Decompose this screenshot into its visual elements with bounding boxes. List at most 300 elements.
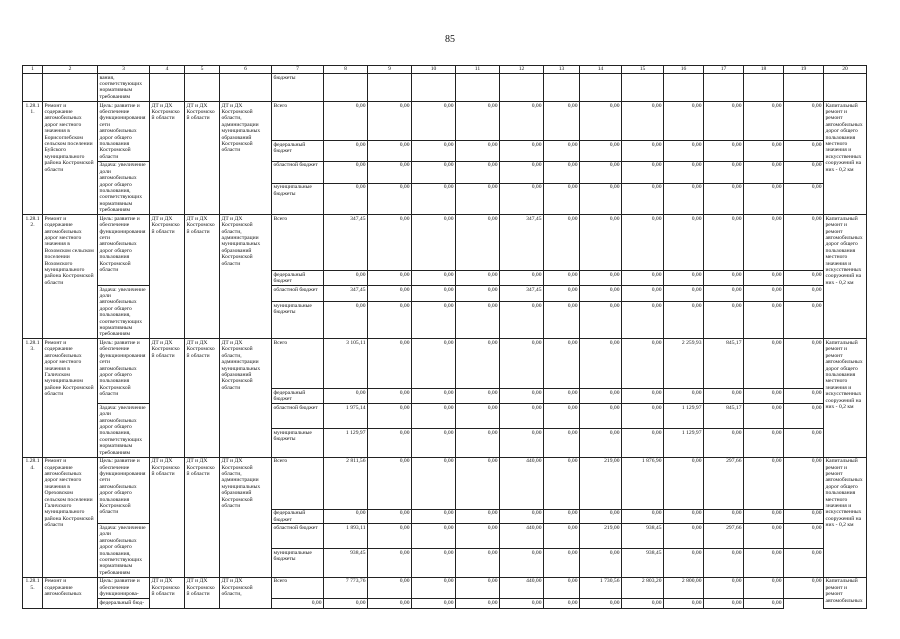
amount-cell: 0,00 (744, 389, 784, 404)
amount-cell: 0,00 (500, 339, 544, 389)
measure-number: 1.28.15. (23, 577, 43, 608)
amount-cell: 297,66 (704, 457, 744, 509)
measure-name: Ремонт и содержание автомобильных (43, 577, 98, 608)
goal-continuation: вания, соответствующих нормативным требованиям (98, 74, 150, 102)
amount-cell: 347,45 (500, 215, 544, 271)
expected-result: Капитальный ремонт и ремонт автомобильных дорог общего пользования местного значения и искусственных сооружений на них - 0,2 км (824, 339, 867, 457)
amount-cell: 0,00 (544, 141, 580, 162)
column-number: 20 (824, 66, 867, 74)
amount-cell: 0,00 (664, 161, 704, 183)
amount-cell: 0,00 (622, 339, 664, 389)
amount-cell: 0,00 (580, 302, 622, 339)
column-number: 10 (412, 66, 456, 74)
amount-cell: 0,00 (456, 183, 500, 214)
amount-cell: 0,00 (368, 286, 412, 302)
amount-cell: 0,00 (664, 389, 704, 404)
amount-cell: 0,00 (784, 286, 824, 302)
column-number: 18 (744, 66, 784, 74)
amount-cell: 0,00 (368, 509, 412, 524)
amount-cell: 2 259,93 (664, 339, 704, 389)
amount-cell: 0,00 (456, 271, 500, 286)
amount-cell: 2 800,00 (664, 577, 704, 598)
amount-cell: 0,00 (368, 339, 412, 389)
amount-cell: 347,45 (324, 286, 368, 302)
amount-cell: 0,00 (744, 339, 784, 389)
column-number: 15 (622, 66, 664, 74)
source-continuation: бюджеты (272, 74, 324, 102)
measure-number: 1.28.14. (23, 457, 43, 577)
amount-cell: 0,00 (544, 549, 580, 577)
amount-cell: 0,00 (664, 457, 704, 509)
amount-cell: 0,00 (580, 161, 622, 183)
amount-cell: 440,00 (500, 577, 544, 598)
amount-cell: 0,00 (368, 524, 412, 549)
table-row (23, 286, 867, 302)
measure-number: 1.28.13. (23, 339, 43, 457)
amount-cell: 0,00 (580, 549, 622, 577)
amount-cell: 0,00 (544, 271, 580, 286)
amount-cell: 0,00 (368, 404, 412, 429)
amount-cell: 0,00 (744, 577, 784, 598)
amount-cell: 0,00 (544, 102, 580, 141)
amount-cell: 0,00 (368, 183, 412, 214)
amount-cell: 0,00 (544, 215, 580, 271)
amount-cell: 0,00 (412, 161, 456, 183)
amount-cell: 0,00 (412, 524, 456, 549)
column-number: 6 (220, 66, 272, 74)
amount-cell: 0,00 (784, 577, 824, 598)
amount-cell: 3 105,11 (324, 339, 368, 389)
amount-cell: 1 129,97 (664, 404, 704, 429)
amount-cell: 0,00 (368, 457, 412, 509)
amount-cell: 0,00 (622, 141, 664, 162)
amount-cell: 0,00 (412, 215, 456, 271)
amount-cell: 2 803,20 (622, 577, 664, 598)
amount-cell: 347,45 (500, 286, 544, 302)
executor: ДТ и ДХ Костромской области (150, 102, 185, 215)
amount-cell: 0,00 (368, 429, 412, 457)
amount-cell: 938,45 (324, 549, 368, 577)
amount-cell: 0,00 (368, 302, 412, 339)
amount-cell: 0,00 (704, 577, 744, 598)
column-number: 12 (500, 66, 544, 74)
column-number: 9 (368, 66, 412, 74)
coexecutor: ДТ и ДХ Костромской области (185, 215, 220, 339)
amount-cell: 0,00 (456, 429, 500, 457)
amount-cell: 0,00 (622, 271, 664, 286)
amount-cell: 0,00 (622, 599, 664, 609)
column-number: 13 (544, 66, 580, 74)
amount-cell: 0,00 (744, 404, 784, 429)
amount-cell: 0,00 (784, 183, 824, 214)
amount-cell: 0,00 (704, 549, 744, 577)
amount-cell: 2 811,56 (324, 457, 368, 509)
executor: ДТ и ДХ Костромской области (150, 339, 185, 457)
amount-cell: 0,00 (412, 339, 456, 389)
task-text: Задача: увеличение доли автомобильных дорог общего пользования, соответствующих нормативным требованиям (98, 524, 150, 577)
amount-cell: 0,00 (744, 302, 784, 339)
amount-cell: 0,00 (784, 141, 824, 162)
amount-cell: 0,00 (412, 599, 456, 609)
amount-cell: 0,00 (784, 404, 824, 429)
amount-cell: 0,00 (456, 302, 500, 339)
goal-text: Цель: развитие и обеспечение функционирования сети автомобильных дорог общего пользования Костромской области (98, 457, 150, 524)
amount-cell: 938,45 (622, 524, 664, 549)
funding-source: федеральный бюджет (272, 509, 324, 524)
measure-number: 1.28.12. (23, 215, 43, 339)
coexecutor: ДТ и ДХ Костромской области (185, 102, 220, 215)
amount-cell: 0,00 (456, 549, 500, 577)
continuation-row (23, 74, 867, 102)
amount-cell: 0,00 (544, 183, 580, 214)
amount-cell: 219,00 (580, 457, 622, 509)
amount-cell: 0,00 (580, 286, 622, 302)
column-number: 17 (704, 66, 744, 74)
amount-cell: 0,00 (456, 161, 500, 183)
amount-cell: 0,00 (544, 524, 580, 549)
amount-cell: 0,00 (622, 389, 664, 404)
amount-cell: 0,00 (704, 302, 744, 339)
amount-cell: 0,00 (456, 599, 500, 609)
amount-cell: 1 129,97 (324, 429, 368, 457)
amount-cell: 0,00 (544, 339, 580, 389)
amount-cell: 0,00 (704, 429, 744, 457)
amount-cell: 0,00 (368, 102, 412, 141)
amount-cell: 0,00 (664, 271, 704, 286)
amount-cell: 0,00 (368, 161, 412, 183)
goal-text: Цель: развитие и обеспечение функционирования сети автомобильных дорог общего пользования Костромской области (98, 215, 150, 286)
amount-cell: 0,00 (324, 599, 368, 609)
amount-cell: 0,00 (622, 286, 664, 302)
measure-name: Ремонт и содержание автомобильных дорог местного значения в Ореховском сельском поселении Галичского муниципального района Костромской области (43, 457, 98, 577)
task-text: Задача: увеличение доли автомобильных дорог общего пользования, соответствующих нормативным требованиям (98, 286, 150, 339)
amount-cell: 0,00 (622, 302, 664, 339)
amount-cell: 0,00 (784, 102, 824, 141)
amount-cell: 0,00 (704, 183, 744, 214)
amount-cell: 0,00 (744, 549, 784, 577)
amount-cell: 0,00 (784, 339, 824, 389)
amount-cell: 0,00 (580, 183, 622, 214)
amount-cell: 0,00 (744, 524, 784, 549)
amount-cell: 0,00 (412, 404, 456, 429)
amount-cell: 0,00 (784, 524, 824, 549)
amount-cell: 0,00 (744, 141, 784, 162)
amount-cell: 0,00 (456, 215, 500, 271)
participants: ДТ и ДХ Костромской области, администрации муниципальных образований Костромской области (220, 102, 272, 215)
amount-cell: 0,00 (580, 102, 622, 141)
column-number: 7 (272, 66, 324, 74)
funding-source: федеральный бюджет (272, 271, 324, 286)
column-number: 16 (664, 66, 704, 74)
amount-cell: 0,00 (412, 271, 456, 286)
funding-source: муниципальные бюджеты (272, 549, 324, 577)
funding-source: муниципальные бюджеты (272, 429, 324, 457)
amount-cell: 0,00 (456, 141, 500, 162)
amount-cell: 0,00 (544, 509, 580, 524)
amount-cell: 0,00 (456, 457, 500, 509)
amount-cell: 0,00 (704, 141, 744, 162)
amount-cell: 0,00 (544, 457, 580, 509)
amount-cell: 440,00 (500, 457, 544, 509)
amount-cell: 0,00 (664, 215, 704, 271)
amount-cell: 0,00 (324, 102, 368, 141)
goal-text: Цель: развитие и обеспечение функционирова- (98, 577, 150, 598)
amount-cell: 0,00 (544, 404, 580, 429)
amount-cell: 0,00 (784, 302, 824, 339)
table-row (23, 599, 867, 609)
funding-source: областной бюджет (272, 404, 324, 429)
expected-result: Капитальный ремонт и ремонт автомобильных дорог общего пользования местного значения и искусственных сооружений на них - 0,2 км (824, 457, 867, 577)
expected-result: Капитальный ремонт и ремонт автомобильных дорог общего пользования местного значения и искусственных сооружений на них - 0,2 км (824, 215, 867, 339)
amount-cell: 7 773,76 (324, 577, 368, 598)
amount-cell: 0,00 (368, 577, 412, 598)
amount-cell: 0,00 (456, 404, 500, 429)
amount-cell: 0,00 (544, 161, 580, 183)
table-row (23, 102, 867, 141)
amount-cell: 0,00 (744, 286, 784, 302)
amount-cell: 0,00 (664, 302, 704, 339)
amount-cell: 0,00 (500, 549, 544, 577)
amount-cell: 0,00 (580, 215, 622, 271)
amount-cell: 0,00 (664, 141, 704, 162)
measure-name: Ремонт и содержание автомобильных дорог местного значения в Борисоглебском сельском поселении Буйского муниципального района Костромской области (43, 102, 98, 215)
funding-source: областной бюджет (272, 286, 324, 302)
amount-cell: 0,00 (580, 599, 622, 609)
amount-cell: 0,00 (412, 102, 456, 141)
amount-cell: 0,00 (500, 183, 544, 214)
amount-cell: 0,00 (500, 509, 544, 524)
amount-cell: 0,00 (622, 429, 664, 457)
amount-cell: 0,00 (744, 457, 784, 509)
amount-cell: 0,00 (784, 549, 824, 577)
amount-cell: 1 730,56 (580, 577, 622, 598)
amount-cell: 1 129,97 (664, 429, 704, 457)
participants: ДТ и ДХ Костромской области, администрации муниципальных образований Костромской области (220, 457, 272, 577)
column-number: 4 (150, 66, 185, 74)
amount-cell: 0,00 (456, 389, 500, 404)
amount-cell: 0,00 (704, 286, 744, 302)
amount-cell: 0,00 (324, 509, 368, 524)
coexecutor: ДТ и ДХ Костромской области (185, 339, 220, 457)
table-row (23, 524, 867, 549)
funding-source: Всего (272, 577, 324, 598)
amount-cell: 440,00 (500, 524, 544, 549)
measure-name: Ремонт и содержание автомобильных дорог местного значения в Галичском муниципальном районе Костромской области (43, 339, 98, 457)
column-number: 1 (23, 66, 43, 74)
amount-cell: 0,00 (664, 286, 704, 302)
funding-source: муниципальные бюджеты (272, 302, 324, 339)
funding-source: областной бюджет (272, 161, 324, 183)
amount-cell: 0,00 (580, 389, 622, 404)
participants: ДТ и ДХ Костромской области, администрации муниципальных образований Костромской области (220, 339, 272, 457)
measure-name: Ремонт и содержание автомобильных дорог местного значения в Вохомском сельском поселении Вохомского муниципального района Костромской области (43, 215, 98, 339)
amount-cell: 0,00 (456, 286, 500, 302)
amount-cell: 0,00 (368, 599, 412, 609)
amount-cell: 0,00 (704, 389, 744, 404)
amount-cell: 0,00 (456, 509, 500, 524)
amount-cell: 0,00 (412, 141, 456, 162)
funding-source: федеральный бюд- (98, 599, 150, 609)
amount-cell: 0,00 (580, 141, 622, 162)
amount-cell: 0,00 (500, 389, 544, 404)
task-text: Задача: увеличение доли автомобильных дорог общего пользования, соответствующих нормативным требованиям (98, 404, 150, 457)
amount-cell: 0,00 (744, 509, 784, 524)
amount-cell: 0,00 (544, 429, 580, 457)
funding-source: федеральный бюджет (272, 141, 324, 162)
amount-cell: 0,00 (456, 577, 500, 598)
amount-cell: 0,00 (622, 161, 664, 183)
table-row (23, 577, 867, 598)
amount-cell: 0,00 (744, 215, 784, 271)
amount-cell: 0,00 (664, 509, 704, 524)
column-number-row (23, 66, 867, 74)
column-number: 14 (580, 66, 622, 74)
amount-cell: 297,66 (704, 524, 744, 549)
amount-cell: 0,00 (368, 549, 412, 577)
amount-cell: 0,00 (784, 389, 824, 404)
amount-cell: 0,00 (412, 302, 456, 339)
amount-cell: 0,00 (544, 286, 580, 302)
amount-cell: 0,00 (622, 215, 664, 271)
amount-cell: 0,00 (324, 271, 368, 286)
amount-cell: 0,00 (744, 599, 784, 609)
amount-cell: 0,00 (744, 161, 784, 183)
column-number: 5 (185, 66, 220, 74)
amount-cell: 0,00 (580, 429, 622, 457)
amount-cell: 0,00 (368, 389, 412, 404)
amount-cell: 0,00 (784, 215, 824, 271)
amount-cell: 0,00 (784, 161, 824, 183)
amount-cell: 0,00 (544, 302, 580, 339)
amount-cell: 0,00 (744, 102, 784, 141)
column-number: 11 (456, 66, 500, 74)
funding-source: Всего (272, 102, 324, 141)
amount-cell: 0,00 (456, 339, 500, 389)
amount-cell: 0,00 (324, 141, 368, 162)
table-row (23, 404, 867, 429)
amount-cell: 0,00 (412, 183, 456, 214)
amount-cell: 0,00 (622, 183, 664, 214)
amount-cell: 0,00 (324, 183, 368, 214)
amount-cell: 0,00 (544, 389, 580, 404)
amount-cell: 0,00 (500, 599, 544, 609)
amount-cell: 0,00 (784, 457, 824, 509)
expected-result: Капитальный ремонт и ремонт автомобильных дорог общего пользования местного значения и искусственных сооружений на них - 0,2 км (824, 102, 867, 215)
executor: ДТ и ДХ Костромской области (150, 457, 185, 577)
table-row (23, 457, 867, 509)
amount-cell: 0,00 (500, 102, 544, 141)
amount-cell: 347,45 (324, 215, 368, 271)
participants: ДТ и ДХ Костромской области, администрации муниципальных образований Костромской области (220, 215, 272, 339)
funding-source: федеральный бюджет (272, 389, 324, 404)
amount-cell: 0,00 (704, 161, 744, 183)
amount-cell: 0,00 (500, 141, 544, 162)
amount-cell: 845,17 (704, 339, 744, 389)
amount-cell: 0,00 (500, 302, 544, 339)
amount-cell: 0,00 (412, 577, 456, 598)
column-number: 19 (784, 66, 824, 74)
column-number: 2 (43, 66, 98, 74)
amount-cell: 0,00 (456, 102, 500, 141)
amount-cell: 0,00 (412, 509, 456, 524)
amount-cell: 0,00 (412, 549, 456, 577)
budget-table (22, 65, 867, 609)
table-body (23, 66, 867, 609)
amount-cell: 0,00 (456, 524, 500, 549)
amount-cell: 0,00 (580, 271, 622, 286)
amount-cell: 0,00 (664, 102, 704, 141)
amount-cell: 0,00 (704, 215, 744, 271)
funding-source: областной бюджет (272, 524, 324, 549)
amount-cell: 0,00 (784, 509, 824, 524)
amount-cell: 0,00 (272, 599, 324, 609)
amount-cell: 0,00 (324, 302, 368, 339)
table-row (23, 161, 867, 183)
amount-cell: 0,00 (500, 429, 544, 457)
amount-cell: 0,00 (412, 389, 456, 404)
page-number: 85 (445, 34, 455, 45)
amount-cell: 0,00 (704, 102, 744, 141)
amount-cell: 0,00 (622, 509, 664, 524)
amount-cell: 0,00 (544, 577, 580, 598)
amount-cell: 0,00 (544, 599, 580, 609)
amount-cell: 0,00 (500, 271, 544, 286)
amount-cell: 0,00 (324, 389, 368, 404)
amount-cell: 1 975,14 (324, 404, 368, 429)
amount-cell: 0,00 (622, 404, 664, 429)
amount-cell: 0,00 (744, 429, 784, 457)
amount-cell: 0,00 (622, 102, 664, 141)
amount-cell: 0,00 (500, 404, 544, 429)
goal-text: Цель: развитие и обеспечение функционирования сети автомобильных дорог общего пользования Костромской области (98, 102, 150, 162)
amount-cell: 0,00 (664, 524, 704, 549)
amount-cell: 0,00 (784, 429, 824, 457)
coexecutor: ДТ и ДХ Костромской области (185, 457, 220, 577)
executor: ДТ и ДХ Костромской области (150, 577, 185, 608)
funding-source: Всего (272, 457, 324, 509)
table-row (23, 215, 867, 271)
participants: ДТ и ДХ Костромской области, (220, 577, 272, 608)
expected-result: Капитальный ремонт и ремонт автомобильных (824, 577, 867, 608)
amount-cell: 0,00 (412, 286, 456, 302)
amount-cell: 0,00 (412, 457, 456, 509)
amount-cell: 0,00 (704, 271, 744, 286)
amount-cell: 0,00 (744, 271, 784, 286)
amount-cell: 0,00 (368, 271, 412, 286)
amount-cell: 0,00 (664, 599, 704, 609)
funding-source: муниципальные бюджеты (272, 183, 324, 214)
column-number: 8 (324, 66, 368, 74)
amount-cell: 0,00 (704, 509, 744, 524)
amount-cell: 0,00 (500, 161, 544, 183)
amount-cell: 0,00 (580, 339, 622, 389)
amount-cell: 0,00 (744, 183, 784, 214)
amount-cell: 0,00 (368, 215, 412, 271)
amount-cell: 0,00 (580, 509, 622, 524)
amount-cell: 0,00 (412, 429, 456, 457)
amount-cell: 0,00 (664, 183, 704, 214)
table-row (23, 339, 867, 389)
amount-cell: 0,00 (664, 549, 704, 577)
amount-cell: 0,00 (324, 161, 368, 183)
amount-cell: 845,17 (704, 404, 744, 429)
goal-text: Цель: развитие и обеспечение функционирования сети автомобильных дорог общего пользования Костромской области (98, 339, 150, 404)
amount-cell: 938,45 (622, 549, 664, 577)
amount-cell: 0,00 (580, 404, 622, 429)
funding-source: Всего (272, 215, 324, 271)
amount-cell: 1 893,11 (324, 524, 368, 549)
task-text: Задача: увеличение доли автомобильных дорог общего пользования, соответствующих нормативным требованиям (98, 161, 150, 214)
